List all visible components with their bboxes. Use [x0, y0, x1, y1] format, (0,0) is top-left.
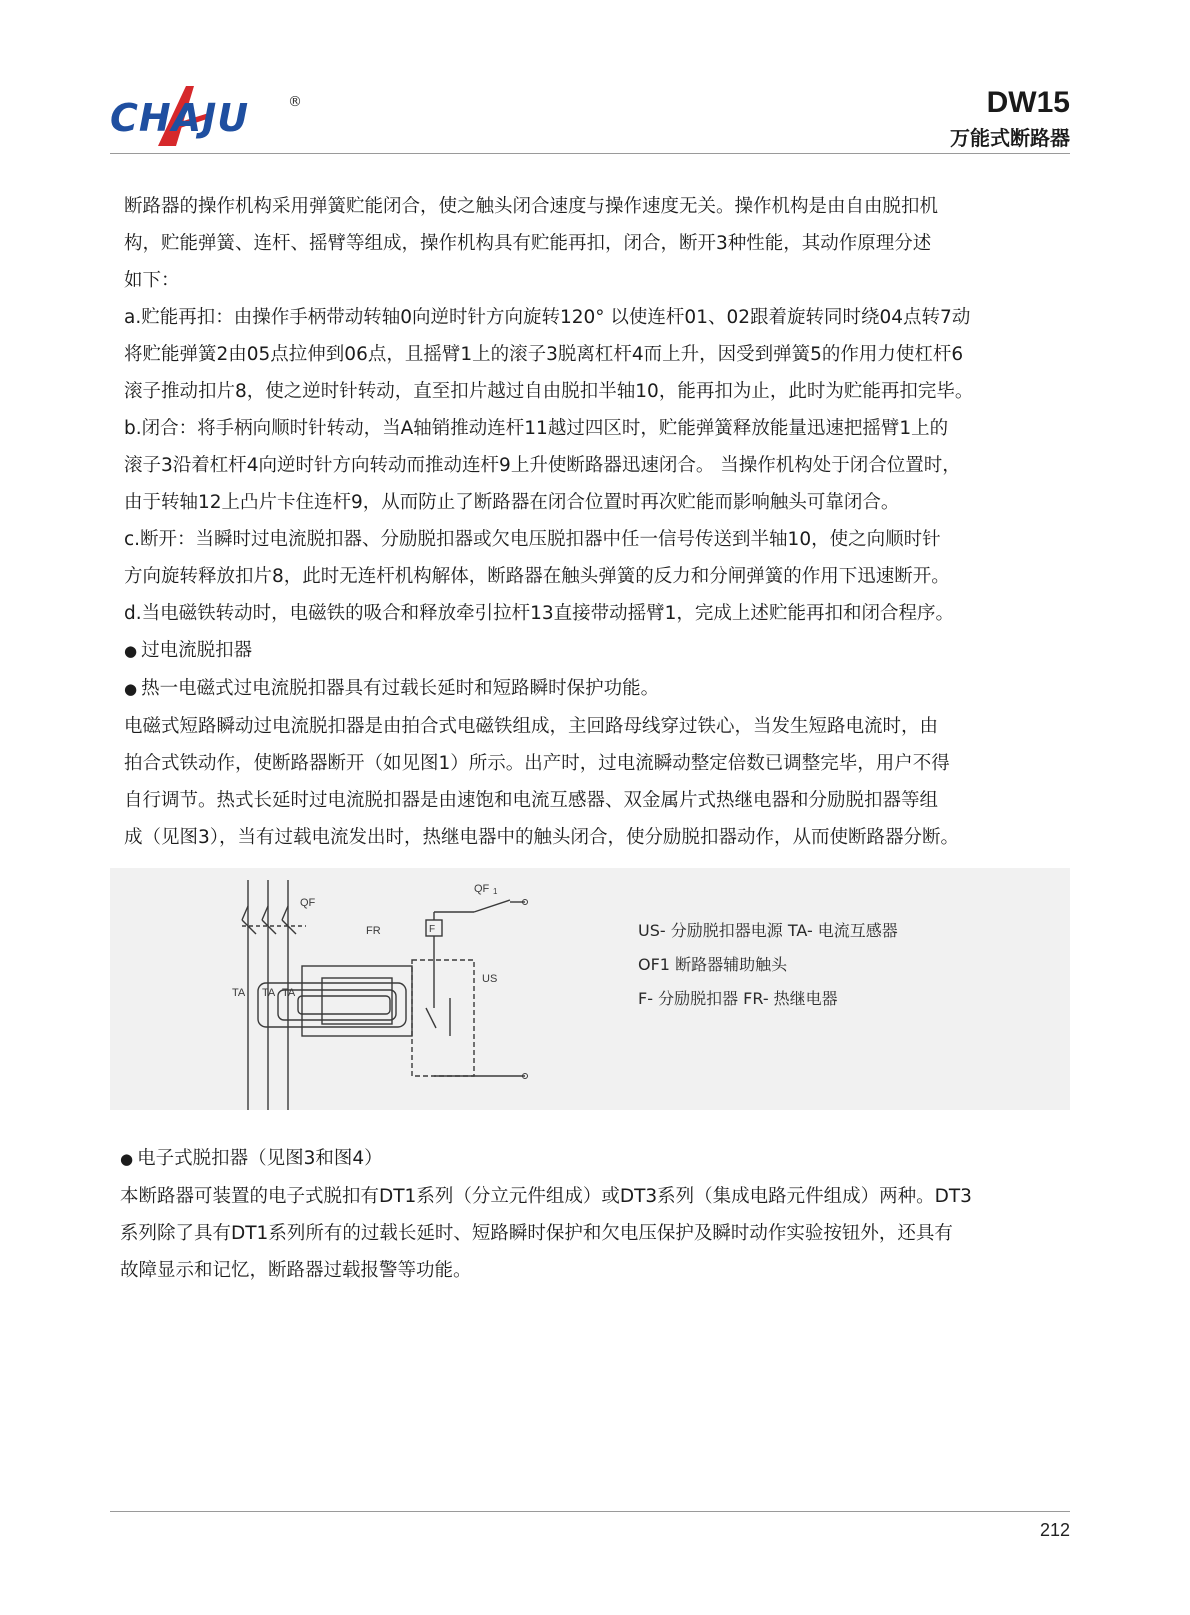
label-fr: FR: [366, 925, 381, 937]
label-ta-3: TA: [282, 987, 296, 999]
paragraph-line: 由于转轴12上凸片卡住连杆9，从而防止了断路器在闭合位置时再次贮能而影响触头可靠闭合。: [124, 492, 900, 513]
paragraph-line: 构，贮能弹簧、连杆、摇臂等组成，操作机构具有贮能再扣，闭合，断开3种性能，其动作原理分述: [124, 233, 932, 254]
legend-line-2: OF1 断路器辅助触头: [638, 955, 788, 974]
legend-line-1: US- 分励脱扣器电源 TA- 电流互感器: [638, 921, 898, 940]
label-qf: QF: [300, 897, 316, 909]
paragraph-line: 方向旋转释放扣片8，此时无连杆机构解体，断路器在触头弹簧的反力和分闸弹簧的作用下迅速断开。: [124, 566, 950, 587]
logo-text: CHAJU: [110, 96, 250, 140]
paragraph-line: d.当电磁铁转动时，电磁铁的吸合和释放牵引拉杆13直接带动摇臂1，完成上述贮能再扣和闭合程序。: [124, 603, 954, 624]
registered-mark: ®: [288, 94, 302, 110]
body-section-mechanism: [124, 188, 1084, 856]
paragraph-line: 自行调节。热式长延时过电流脱扣器是由速饱和电流互感器、双金属片式热继电器和分励脱扣器等组: [124, 790, 939, 811]
page-header: [110, 80, 1070, 155]
paragraph-line: c.断开：当瞬时过电流脱扣器、分励脱扣器或欠电压脱扣器中任一信号传送到半轴10，使之向顺时针: [124, 529, 941, 550]
body-section-electronic: [120, 1140, 1080, 1289]
paragraph-line: 成（见图3），当有过载电流发出时，热继电器中的触头闭合，使分励脱扣器动作，从而使断路器分断。: [124, 827, 960, 848]
paragraph-line: 滚子推动扣片8，使之逆时针转动，直至扣片越过自由脱扣半轴10，能再扣为止，此时为贮能再扣完毕。: [124, 381, 974, 402]
page-number: 212: [1039, 1520, 1070, 1540]
paragraph-line: 故障显示和记忆，断路器过载报警等功能。: [120, 1260, 472, 1281]
bullet-item: ● 热一电磁式过电流脱扣器具有过载长延时和短路瞬时保护功能。: [124, 670, 1084, 708]
product-model: DW15: [986, 86, 1070, 119]
header-divider: [110, 153, 1070, 154]
circuit-diagram-figure: [110, 868, 1070, 1110]
bullet-item: ● 电子式脱扣器（见图3和图4）: [120, 1140, 1080, 1178]
paragraph-line: 系列除了具有DT1系列所有的过载长延时、短路瞬时保护和欠电压保护及瞬时动作实验按钮外，还具有: [120, 1223, 953, 1244]
paragraph-line: b.闭合：将手柄向顺时针转动，当A轴销推动连杆11越过四区时，贮能弹簧释放能量迅速把摇臂1上的: [124, 418, 949, 439]
circuit-diagram: [110, 868, 1070, 1110]
label-qf1-sub: 1: [493, 887, 498, 896]
label-f: F: [429, 924, 436, 935]
paragraph-line: 如下：: [124, 270, 180, 291]
legend-line-3: F- 分励脱扣器 FR- 热继电器: [638, 989, 838, 1008]
paragraph-line: 电磁式短路瞬动过电流脱扣器是由拍合式电磁铁组成，主回路母线穿过铁心，当发生短路电流时，由: [124, 716, 939, 737]
paragraph-line: a.贮能再扣：由操作手柄带动转轴0向逆时针方向旋转120° 以使连杆01、02跟着旋转同时绕04点转7动: [124, 307, 971, 328]
footer-divider: [110, 1511, 1070, 1512]
paragraph-line: 本断路器可装置的电子式脱扣有DT1系列（分立元件组成）或DT3系列（集成电路元件组成）两种。DT3: [120, 1186, 972, 1207]
label-us: US: [482, 973, 498, 985]
product-subtitle: 万能式断路器: [950, 126, 1070, 150]
label-qf1: QF: [474, 883, 490, 895]
label-ta-2: TA: [262, 987, 276, 999]
paragraph-line: 拍合式铁动作，使断路器断开（如见图1）所示。出产时，过电流瞬动整定倍数已调整完毕，用户不得: [124, 753, 950, 774]
label-ta-1: TA: [232, 987, 246, 999]
paragraph-line: 断路器的操作机构采用弹簧贮能闭合，使之触头闭合速度与操作速度无关。操作机构是由自由脱扣机: [124, 196, 939, 217]
brand-logo: [110, 80, 310, 155]
paragraph-line: 将贮能弹簧2由05点拉伸到06点，且摇臂1上的滚子3脱离杠杆4而上升，因受到弹簧5的作用力使杠杆6: [124, 344, 964, 365]
paragraph-line: 滚子3沿着杠杆4向逆时针方向转动而推动连杆9上升使断路器迅速闭合。 当操作机构处于闭合位置时，: [124, 455, 961, 476]
bullet-item: ● 过电流脱扣器: [124, 632, 1084, 670]
